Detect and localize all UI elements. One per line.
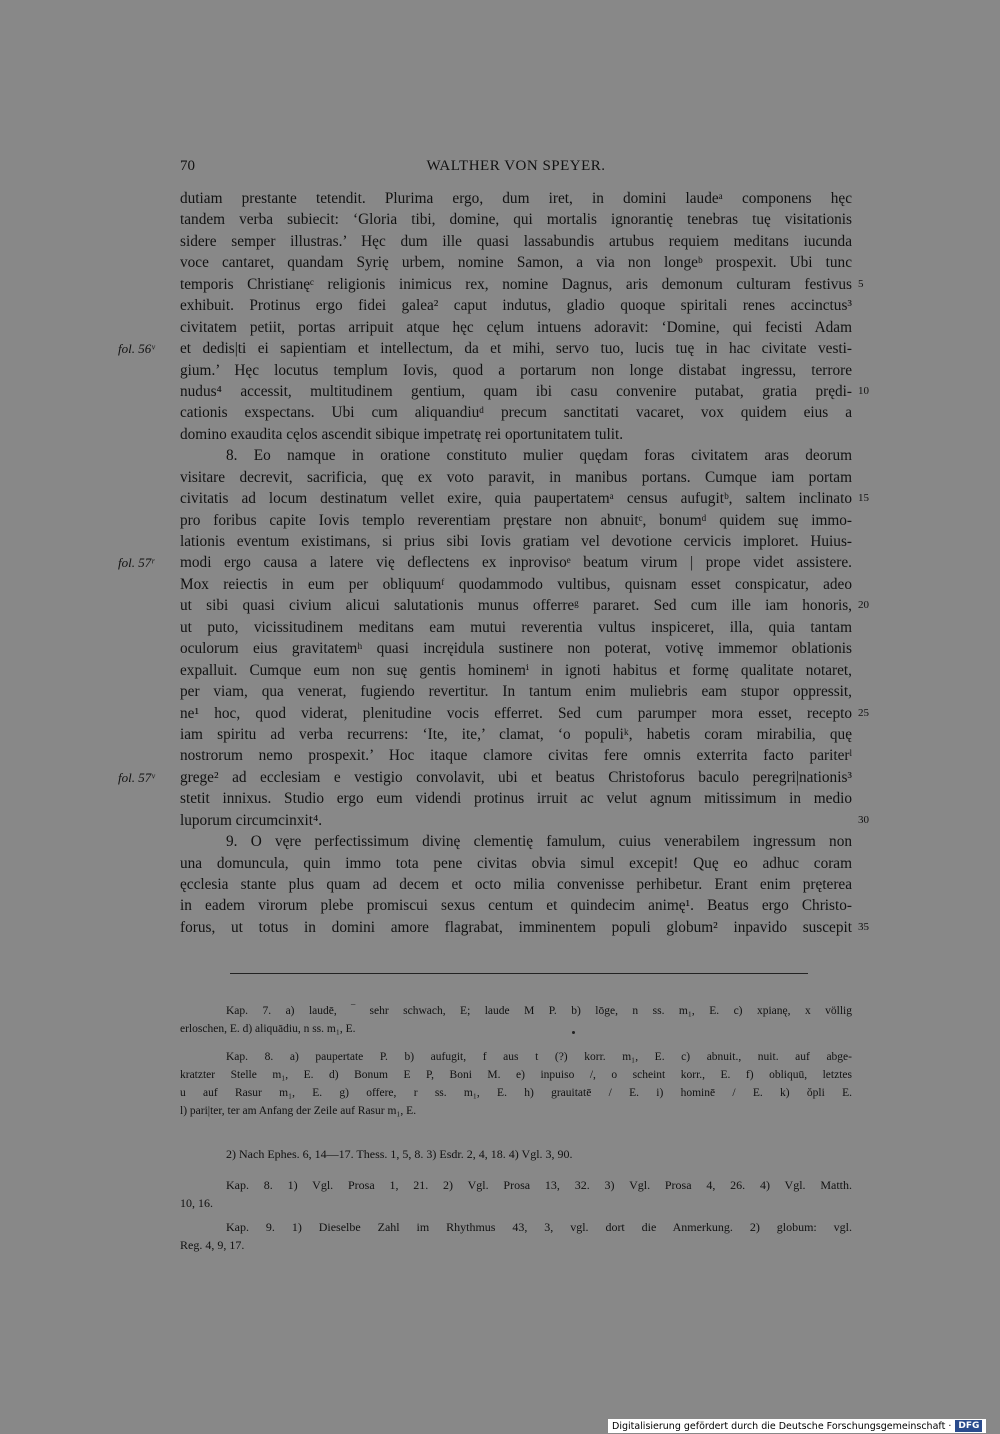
text-line	[180, 681, 852, 702]
main-text-block	[118, 188, 869, 938]
text-line-content: lationis eventum existimans, si prius sibi Iovis gratiam vel devotione cervicis imploret. Huius-	[180, 533, 852, 550]
text-line	[180, 531, 852, 552]
text-line	[180, 317, 852, 338]
ink-speck	[572, 1031, 575, 1034]
text-line-content: luporum circumcinxit⁴.	[180, 811, 323, 829]
apparatus-line-content: erloschen, E. d) aliquādiu, n ss. m₁, E.	[180, 1023, 356, 1035]
apparatus-line	[180, 1102, 852, 1120]
line-number: 20	[858, 599, 869, 612]
text-line-content: modi ergo causa a latere vię deflectens ex inprovisoᵉ beatum virum | prope videt assistere.	[180, 554, 852, 572]
sources-kap-9	[180, 1218, 852, 1254]
text-line	[180, 510, 852, 531]
text-line-content: stetit innixus. Studio ergo eum videndi protinus irruit ac velut agnum mitissimum in medio	[180, 790, 852, 808]
apparatus-line	[180, 1084, 852, 1102]
text-line	[180, 853, 852, 874]
line-number: 25	[858, 706, 869, 719]
text-line-content: in eadem virorum plebe promiscui sexus centum et quindecim animę¹. Beatus ergo Christo-	[180, 897, 852, 915]
text-line	[180, 724, 852, 745]
text-line-content: civitatis ad locum destinatum vellet exire, quia paupertatemᵃ census aufugitᵇ, saltem inclinato	[180, 490, 852, 508]
text-line	[180, 424, 852, 445]
digitization-footer	[608, 1419, 986, 1433]
apparatus-kap-7	[180, 1002, 852, 1038]
text-line	[118, 552, 852, 573]
text-line-content: una domuncula, quin immo tota pene civitas obvia simul excepit! Quę eo adhuc coram	[180, 854, 852, 872]
line-number: 15	[858, 492, 869, 505]
text-line-content: iam spiritu ad verba recurrens: ‘Ite, ite,’ clamat, ‘o populiᵏ, habetis coram mirabilia, quę	[180, 725, 852, 743]
apparatus-line	[180, 1020, 852, 1038]
text-line-content: nostrorum nemo prospexit.’ Hoc itaque clamore civitas fere omnis exterrita facto pariterˡ	[180, 747, 852, 765]
footer-credit: Digitalisierung gefördert durch die Deutsche Forschungsgemeinschaft ·	[612, 1420, 952, 1432]
text-line	[180, 831, 852, 852]
text-line-content: visitare decrevit, sacrificia, quę ex voto paravit, in manibus portans. Cumque iam portam	[180, 468, 852, 486]
apparatus-line	[180, 1002, 852, 1020]
text-line	[180, 874, 852, 895]
text-line-content: oculorum eius gravitatemʰ quasi incręidula sustinere non poterat, votivę immemor oblationis	[180, 640, 852, 658]
sources-kap-7	[180, 1144, 852, 1164]
text-line	[180, 402, 852, 423]
source-note-line-content: 2) Nach Ephes. 6, 14—17. Thess. 1, 5, 8. 3) Esdr. 2, 4, 18. 4) Vgl. 3, 90.	[226, 1147, 573, 1161]
text-line-content: civitatem petiit, portas arripuit atque hęc cęlum intuens adoravit: ‘Domine, qui fecisti Adam	[180, 318, 852, 336]
apparatus-line-content: l) pari|ter, ter am Anfang der Zeile auf Rasur m₁, E.	[180, 1105, 417, 1117]
text-line	[180, 895, 852, 916]
source-note-line	[180, 1194, 852, 1212]
text-line-content: gium.’ Hęc locutus templum Iovis, quod a portarum non longe distabat ingressu, terrore	[180, 361, 852, 379]
text-line	[180, 360, 852, 381]
text-line-content: expalluit. Cumque eum non suę gentis hominemⁱ in ignoti habitus et formę qualitate notaret,	[180, 661, 852, 679]
text-line-content: cationis exspectans. Ubi cum aliquandiuᵈ precum sanctitati vacaret, vox quidem eius a	[180, 404, 852, 422]
text-line	[180, 209, 852, 230]
folio-marginal-note: fol. 57ʳ	[118, 555, 155, 571]
apparatus-line-content: Kap. 8. a) paupertate P. b) aufugit, f aus t (?) korr. m₁, E. c) abnuit., nuit. auf abge-	[226, 1051, 852, 1063]
text-line	[180, 638, 852, 659]
text-line-content: 9. O vęre perfectissimum divinę clementię famulum, cuius venerabilem ingressum non	[226, 833, 852, 851]
text-line-content: et dedis|ti ei sapientiam et intellectum, da et mihi, servo tuo, lucis tuę in hac civitate vesti-	[180, 340, 852, 358]
text-line	[180, 617, 852, 638]
text-line-content: per viam, qua venerat, fugiendo revertitur. In tantum enim muliebris eam stupor oppressit,	[180, 683, 852, 701]
source-note-line	[180, 1176, 852, 1194]
text-line-content: domino exaudita cęlos ascendit sibique impetratę rei oportunitatem tulit.	[180, 425, 624, 443]
text-line	[118, 767, 852, 788]
text-line-content: temporis Christianęᶜ religionis inimicus rex, nomine Dagnus, aris demonum culturam festivus	[180, 275, 852, 293]
text-line	[180, 703, 869, 724]
source-note-line	[180, 1144, 852, 1164]
text-line	[180, 660, 852, 681]
source-note-line-content: Kap. 8. 1) Vgl. Prosa 1, 21. 2) Vgl. Prosa 13, 32. 3) Vgl. Prosa 4, 26. 4) Vgl. Matth.	[226, 1178, 852, 1192]
line-number: 5	[858, 277, 864, 290]
line-number: 35	[858, 920, 869, 933]
source-note-line-content: Kap. 9. 1) Dieselbe Zahl im Rhythmus 43, 3, vgl. dort die Anmerkung. 2) globum: vgl.	[226, 1220, 852, 1234]
text-line	[180, 745, 852, 766]
source-note-line-content: 10, 16.	[180, 1196, 213, 1210]
folio-marginal-note: fol. 57ᵛ	[118, 769, 155, 785]
footnote-divider	[230, 973, 808, 974]
text-line-content: 8. Eo namque in oratione constituto mulier quędam foras civitatem aras deorum	[226, 447, 852, 465]
source-note-line	[180, 1218, 852, 1236]
page-header	[180, 158, 852, 178]
source-note-line-content: Reg. 4, 9, 17.	[180, 1238, 245, 1252]
dfg-logo: DFG	[955, 1420, 982, 1432]
text-line	[180, 467, 852, 488]
text-line-content: pro foribus capite Iovis templo reverentiam pręstare non abnuitᶜ, bonumᵈ quidem suę immo-	[180, 511, 852, 529]
apparatus-line-content: u auf Rasur m₁, E. g) offere, r ss. m₁, E. h) grauitatē / E. i) hominē / E. k) ŏpli E.	[180, 1087, 852, 1099]
text-line	[180, 295, 852, 316]
apparatus-line	[180, 1048, 852, 1066]
text-line	[180, 274, 864, 295]
text-line	[180, 595, 869, 616]
text-line	[180, 917, 869, 938]
text-line-content: nudus⁴ accessit, multitudinem gentium, quam ibi casu convenire putabat, gratia prędi-	[180, 382, 852, 400]
text-line	[180, 574, 852, 595]
text-line-content: ęcclesia stante plus quam ad decem et octo milia convenisse perhibetur. Erant enim pręterea	[180, 876, 852, 893]
page-number: 70	[180, 158, 195, 174]
apparatus-line-content: Kap. 7. a) laudē, ‾ sehr schwach, E; laude M P. b) lōge, n ss. m₁, E. c) xpianę, x völlig	[226, 1005, 852, 1017]
text-line	[180, 188, 852, 209]
text-line-content: exhibuit. Protinus ergo fidei galea² caput indutus, gladio quoque spiritali renes accinctus³	[180, 297, 852, 315]
text-line	[118, 338, 852, 359]
apparatus-line-content: kratzter Stelle m₁, E. d) Bonum E P, Boni M. e) inpuiso /, o scheint korr., E. f) obliquū, letztes	[180, 1069, 852, 1081]
text-line-content: tandem verba subiecit: ‘Gloria tibi, domine, qui mortalis ignorantię tenebras tuę visitationis	[180, 211, 852, 229]
text-line-content: dutiam prestante tetendit. Plurima ergo, dum iret, in domini laudeᵃ componens hęc	[180, 190, 852, 207]
text-line	[180, 488, 869, 509]
text-line-content: ne¹ hoc, quod viderat, plenitudine vocis efferret. Sed cum parumper mora esset, recepto	[180, 704, 852, 722]
text-line-content: ut puto, vicissitudinem meditans eam mutui reverentia vultus inspiceret, illa, quia tantam	[180, 618, 852, 636]
line-number: 10	[858, 384, 869, 397]
running-head: WALTHER VON SPEYER.	[426, 158, 606, 174]
line-number: 30	[858, 813, 869, 826]
text-line-content: ut sibi quasi civium alicui salutationis munus offerreᵍ pararet. Sed cum ille iam honoris,	[180, 597, 852, 615]
text-line	[180, 252, 852, 273]
folio-marginal-note: fol. 56ᵛ	[118, 341, 155, 357]
text-line-content: voce cantaret, quandam Syrię urbem, nomine Samon, a via non longeᵇ prospexit. Ubi tunc	[180, 254, 852, 272]
apparatus-kap-8	[180, 1048, 852, 1120]
apparatus-line	[180, 1066, 852, 1084]
text-line	[180, 231, 852, 252]
text-line	[180, 810, 869, 831]
text-line	[180, 788, 852, 809]
sources-kap-8	[180, 1176, 852, 1212]
text-line	[180, 381, 869, 402]
text-line-content: sidere semper illustras.’ Hęc dum ille quasi lassabundis artubus requiem meditans iucunda	[180, 232, 852, 250]
text-line-content: grege² ad ecclesiam e vestigio convolavit, ubi et beatus Christoforus baculo peregri|nationis³	[180, 768, 852, 786]
text-line-content: Mox reiectis in eum per obliquumᶠ quodammodo vultibus, quisnam esset conspicatur, adeo	[180, 575, 852, 593]
source-note-line	[180, 1236, 852, 1254]
text-line-content: forus, ut totus in domini amore flagrabat, imminentem populi globum² inpavido suscepit	[180, 918, 852, 936]
text-line	[180, 445, 852, 466]
